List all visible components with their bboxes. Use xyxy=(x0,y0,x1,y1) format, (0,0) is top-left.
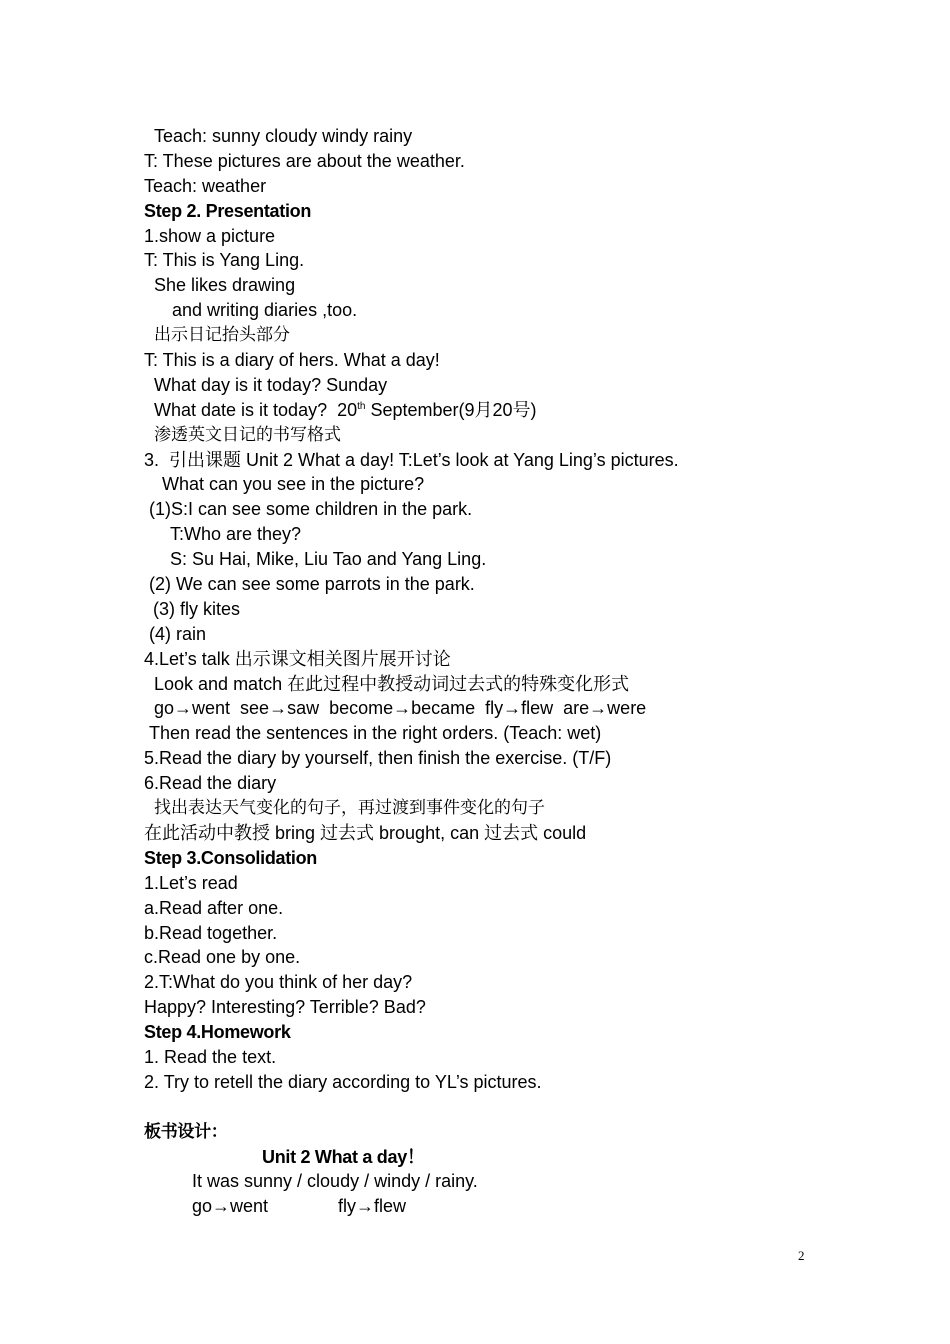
text-line: Look and match 在此过程中教授动词过去式的特殊变化形式 xyxy=(154,673,630,694)
text-line: (1)S:I can see some children in the park. xyxy=(149,499,473,520)
text-segment: What date is it today? 20 xyxy=(154,399,358,420)
text-line: S: Su Hai, Mike, Liu Tao and Yang Ling. xyxy=(170,549,487,570)
text-line: Teach: weather xyxy=(144,175,267,196)
text-line: She likes drawing xyxy=(154,275,296,296)
text-line: (2) We can see some parrots in the park. xyxy=(149,574,475,595)
text-line: T: This is Yang Ling. xyxy=(144,250,305,271)
page-content xyxy=(144,124,844,1219)
text-line: 5.Read the diary by yourself, then finish the exercise. (T/F) xyxy=(144,748,612,769)
text-line: Then read the sentences in the right orders. (Teach: wet) xyxy=(149,723,602,744)
text-line: Happy? Interesting? Terrible? Bad? xyxy=(144,997,426,1018)
text-line: (4) rain xyxy=(149,623,207,644)
text-line: c.Read one by one. xyxy=(144,947,301,968)
page-number: 2 xyxy=(798,1248,805,1263)
text-segment: go→went xyxy=(192,1196,269,1217)
text-segment: September(9月20号) xyxy=(365,399,537,420)
text-line: b.Read together. xyxy=(144,922,278,943)
text-line: T: These pictures are about the weather. xyxy=(144,150,465,171)
text-line: 渗透英文日记的书写格式 xyxy=(154,424,341,445)
text-line: 6.Read the diary xyxy=(144,773,277,794)
text-line: 2.T:What do you think of her day? xyxy=(144,972,413,993)
text-line: 2. Try to retell the diary according to YL’s pictures. xyxy=(144,1071,542,1092)
text-line: 3. 引出课题 Unit 2 What a day! T:Let’s look at Yang Ling’s pictures. xyxy=(144,449,679,470)
text-line: a.Read after one. xyxy=(144,897,284,918)
blank-line xyxy=(144,1095,844,1120)
text-line: 找出表达天气变化的句子，再过渡到事件变化的句子 xyxy=(154,798,545,819)
board-title: Unit 2 What a day！ xyxy=(262,1146,425,1167)
text-line: T: This is a diary of hers. What a day! xyxy=(144,350,440,371)
section-heading: Step 3.Consolidation xyxy=(144,847,318,868)
section-heading: Step 2. Presentation xyxy=(144,200,312,221)
board-design-heading: 板书设计： xyxy=(144,1121,228,1142)
text-line: (3) fly kites xyxy=(153,598,241,619)
text-line: 在此活动中教授 bring 过去式 brought, can 过去式 could xyxy=(144,822,587,843)
text-line: 1. Read the text. xyxy=(144,1046,277,1067)
text-segment: fly→flew xyxy=(338,1196,407,1217)
text-line: 4.Let’s talk 出示课文相关图片展开讨论 xyxy=(144,648,451,669)
text-line: It was sunny / cloudy / windy / rainy. xyxy=(192,1171,478,1192)
text-line: 1.show a picture xyxy=(144,225,276,246)
text-line: T:Who are they? xyxy=(170,524,302,545)
text-line: Teach: sunny cloudy windy rainy xyxy=(154,126,413,146)
text-line: go→went see→saw become→became fly→flew are→were xyxy=(154,698,647,719)
text-line: What can you see in the picture? xyxy=(162,474,425,495)
superscript: th xyxy=(357,400,366,412)
text-line: 出示日记抬头部分 xyxy=(154,325,290,346)
section-heading: Step 4.Homework xyxy=(144,1022,291,1043)
text-line xyxy=(144,398,844,423)
text-line: and writing diaries ,too. xyxy=(172,300,358,321)
text-line: What day is it today? Sunday xyxy=(154,374,388,395)
text-line xyxy=(144,1194,844,1219)
text-line: 1.Let’s read xyxy=(144,872,238,893)
